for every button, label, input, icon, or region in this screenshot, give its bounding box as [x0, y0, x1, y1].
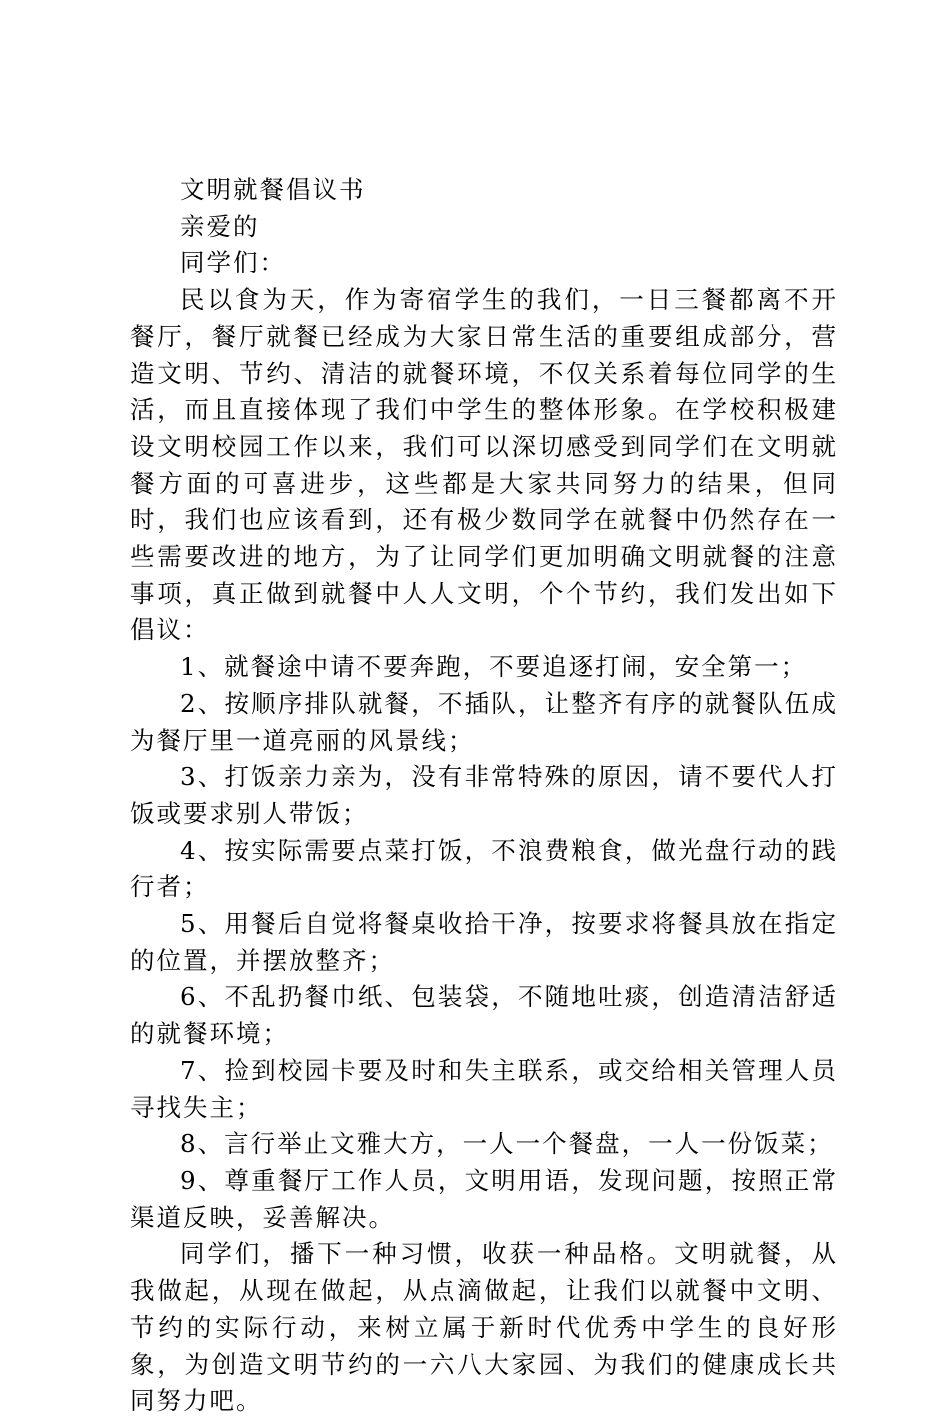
proposal-item-6: 6、不乱扔餐巾纸、包装袋，不随地吐痰，创造清洁舒适的就餐环境；	[130, 982, 838, 1049]
proposal-item-9: 9、尊重餐厅工作人员，文明用语，发现问题，按照正常渠道反映，妥善解决。	[130, 1165, 838, 1232]
intro-paragraph: 民以食为天，作为寄宿学生的我们，一日三餐都离不开餐厅，餐厅就餐已经成为大家日常生活的重要组成部分，营造文明、节约、清洁的就餐环境，不仅关系着每位同学的生活，而且直接体现了我们中学生的整体形象。在学校积极建设文明校园工作以来，我们可以深切感受到同学们在文明就餐方面的可喜进步，这些都是大家共同努力的结果，但同时，我们也应该看到，还有极少数同学在就餐中仍然存在一些需要改进的地方，为了让同学们更加明确文明就餐的注意事项，真正做到就餐中人人文明，个个节约，我们发出如下倡议：	[130, 285, 838, 645]
proposal-item-5: 5、用餐后自觉将餐桌收拾干净，按要求将餐具放在指定的位置，并摆放整齐；	[130, 909, 838, 975]
salutation-line-2: 同学们：	[180, 248, 286, 278]
salutation-line-1: 亲爱的	[180, 211, 260, 241]
proposal-item-2: 2、按顺序排队就餐，不插队，让整齐有序的就餐队伍成为餐厅里一道亮丽的风景线；	[130, 688, 838, 755]
document-body	[130, 172, 838, 1420]
closing-paragraph: 同学们，播下一种习惯，收获一种品格。文明就餐，从我做起，从现在做起，从点滴做起，让我们以就餐中文明、节约的实际行动，来树立属于新时代优秀中学生的良好形象，为创造文明节约的一六八大家园、为我们的健康成长共同努力吧。	[130, 1239, 838, 1416]
proposal-item-8: 8、言行举止文雅大方，一人一个餐盘，一人一份饭菜；	[180, 1129, 834, 1159]
proposal-item-4: 4、按实际需要点菜打饭，不浪费粮食，做光盘行动的践行者；	[130, 835, 838, 902]
proposal-item-3: 3、打饭亲力亲为，没有非常特殊的原因，请不要代人打饭或要求别人带饭；	[130, 762, 838, 828]
proposal-item-1: 1、就餐途中请不要奔跑，不要追逐打闹，安全第一；	[180, 652, 808, 682]
document-title: 文明就餐倡议书	[180, 175, 366, 204]
proposal-item-7: 7、捡到校园卡要及时和失主联系，或交给相关管理人员寻找失主；	[130, 1055, 838, 1122]
